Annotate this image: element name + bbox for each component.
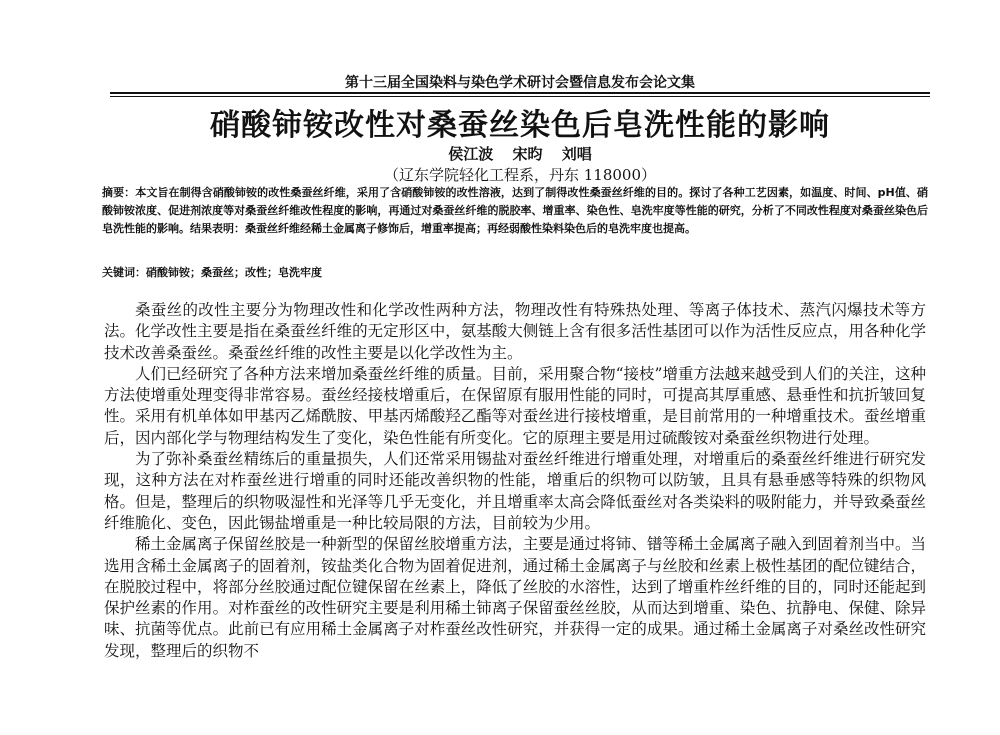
keywords xyxy=(102,264,928,282)
abstract-label: 摘要： xyxy=(102,186,136,199)
header-rule-thick xyxy=(110,92,930,94)
keywords-text: 硝酸铈铵；桑蚕丝；改性；皂洗牢度 xyxy=(146,266,322,279)
body-paragraph: 稀土金属离子保留丝胶是一种新型的保留丝胶增重方法，主要是通过将铈、镨等稀土金属离子融入到固着剂当中。当选用含稀土金属离子的固着剂，铵盐类化合物为固着促进剂，通过稀土金属离子与丝胶和丝素上极性基团的配位键结合，在脱胶过程中，将部分丝胶通过配位键保留在丝素上，降低了丝胶的水溶性，达到了增重柞丝纤维的目的，同时还能起到保护丝素的作用。对柞蚕丝的改性研究主要是利用稀土铈离子保留蚕丝丝胶，从而达到增重、染色、抗静电、保健、除异味、抗菌等优点。此前已有应用稀土金属离子对柞蚕丝改性研究，并获得一定的成果。通过稀土金属离子对桑丝改性研究发现，整理后的织物不 xyxy=(104,535,926,660)
abstract-text: 本文旨在制得含硝酸铈铵的改性桑蚕丝纤维，采用了含硝酸铈铵的改性溶液，达到了制得改性桑蚕丝纤维的目的。探讨了各种工艺因素，如温度、时间、pH值、硝酸铈铵浓度、促进剂浓度等对桑蚕丝纤维改性程度的影响，再通过对桑蚕丝纤维的脱胶率、增重率、染色性、皂洗牢度等性能的研究，分析了不同改性程度对桑蚕丝染色后皂洗性能的影响。结果表明：桑蚕丝纤维经稀土金属离子修饰后，增重率提高；再经弱酸性染料染色后的皂洗牢度也提高。 xyxy=(102,186,929,235)
paper-authors: 侯江波 宋昀 刘唱 xyxy=(448,145,592,163)
paper-affiliation: （辽东学院轻化工程系，丹东 118000） xyxy=(383,166,657,184)
body-paragraph: 为了弥补桑蚕丝精练后的重量损失，人们还常采用锡盐对蚕丝纤维进行增重处理，对增重后的桑蚕丝纤维进行研究发现，这种方法在对柞蚕丝进行增重的同时还能改善织物的性能，增重后的织物可以防皱，且具有悬垂感等特殊的织物风格。但是，整理后的织物吸湿性和光泽等几乎无变化，并且增重率太高会降低蚕丝对各类染料的吸附能力，并导致桑蚕丝纤维脆化、变色，因此锡盐增重是一种比较局限的方法，目前较为少用。 xyxy=(104,450,926,532)
running-header: 第十三届全国染料与染色学术研讨会暨信息发布会论文集 xyxy=(345,75,695,91)
keywords-label: 关键词： xyxy=(102,266,146,279)
body-paragraph: 桑蚕丝的改性主要分为物理改性和化学改性两种方法，物理改性有特殊热处理、等离子体技术、蒸汽闪爆技术等方法。化学改性主要是指在桑蚕丝纤维的无定形区中，氨基酸大侧链上含有很多活性基团可以作为活性反应点，用各种化学技术改善桑蚕丝。桑蚕丝纤维的改性主要是以化学改性为主。 xyxy=(104,301,926,362)
header-rule-thin xyxy=(110,96,930,97)
abstract xyxy=(102,184,928,238)
body-paragraph: 人们已经研究了各种方法来增加桑蚕丝纤维的质量。目前，采用聚合物“接枝”增重方法越来越受到人们的关注，这种方法使增重处理变得非常容易。蚕丝经接枝增重后，在保留原有服用性能的同时，可提高其厚重感、悬垂性和抗折皱回复性。采用有机单体如甲基丙乙烯酰胺、甲基丙烯酸羟乙酯等对蚕丝进行接枝增重，是目前常用的一种增重技术。蚕丝增重后，因内部化学与物理结构发生了变化，染色性能有所变化。它的原理主要是用过硫酸铵对桑蚕丝织物进行处理。 xyxy=(104,364,926,447)
body-text xyxy=(104,300,926,662)
paper-title: 硝酸铈铵改性对桑蚕丝染色后皂洗性能的影响 xyxy=(210,108,830,143)
